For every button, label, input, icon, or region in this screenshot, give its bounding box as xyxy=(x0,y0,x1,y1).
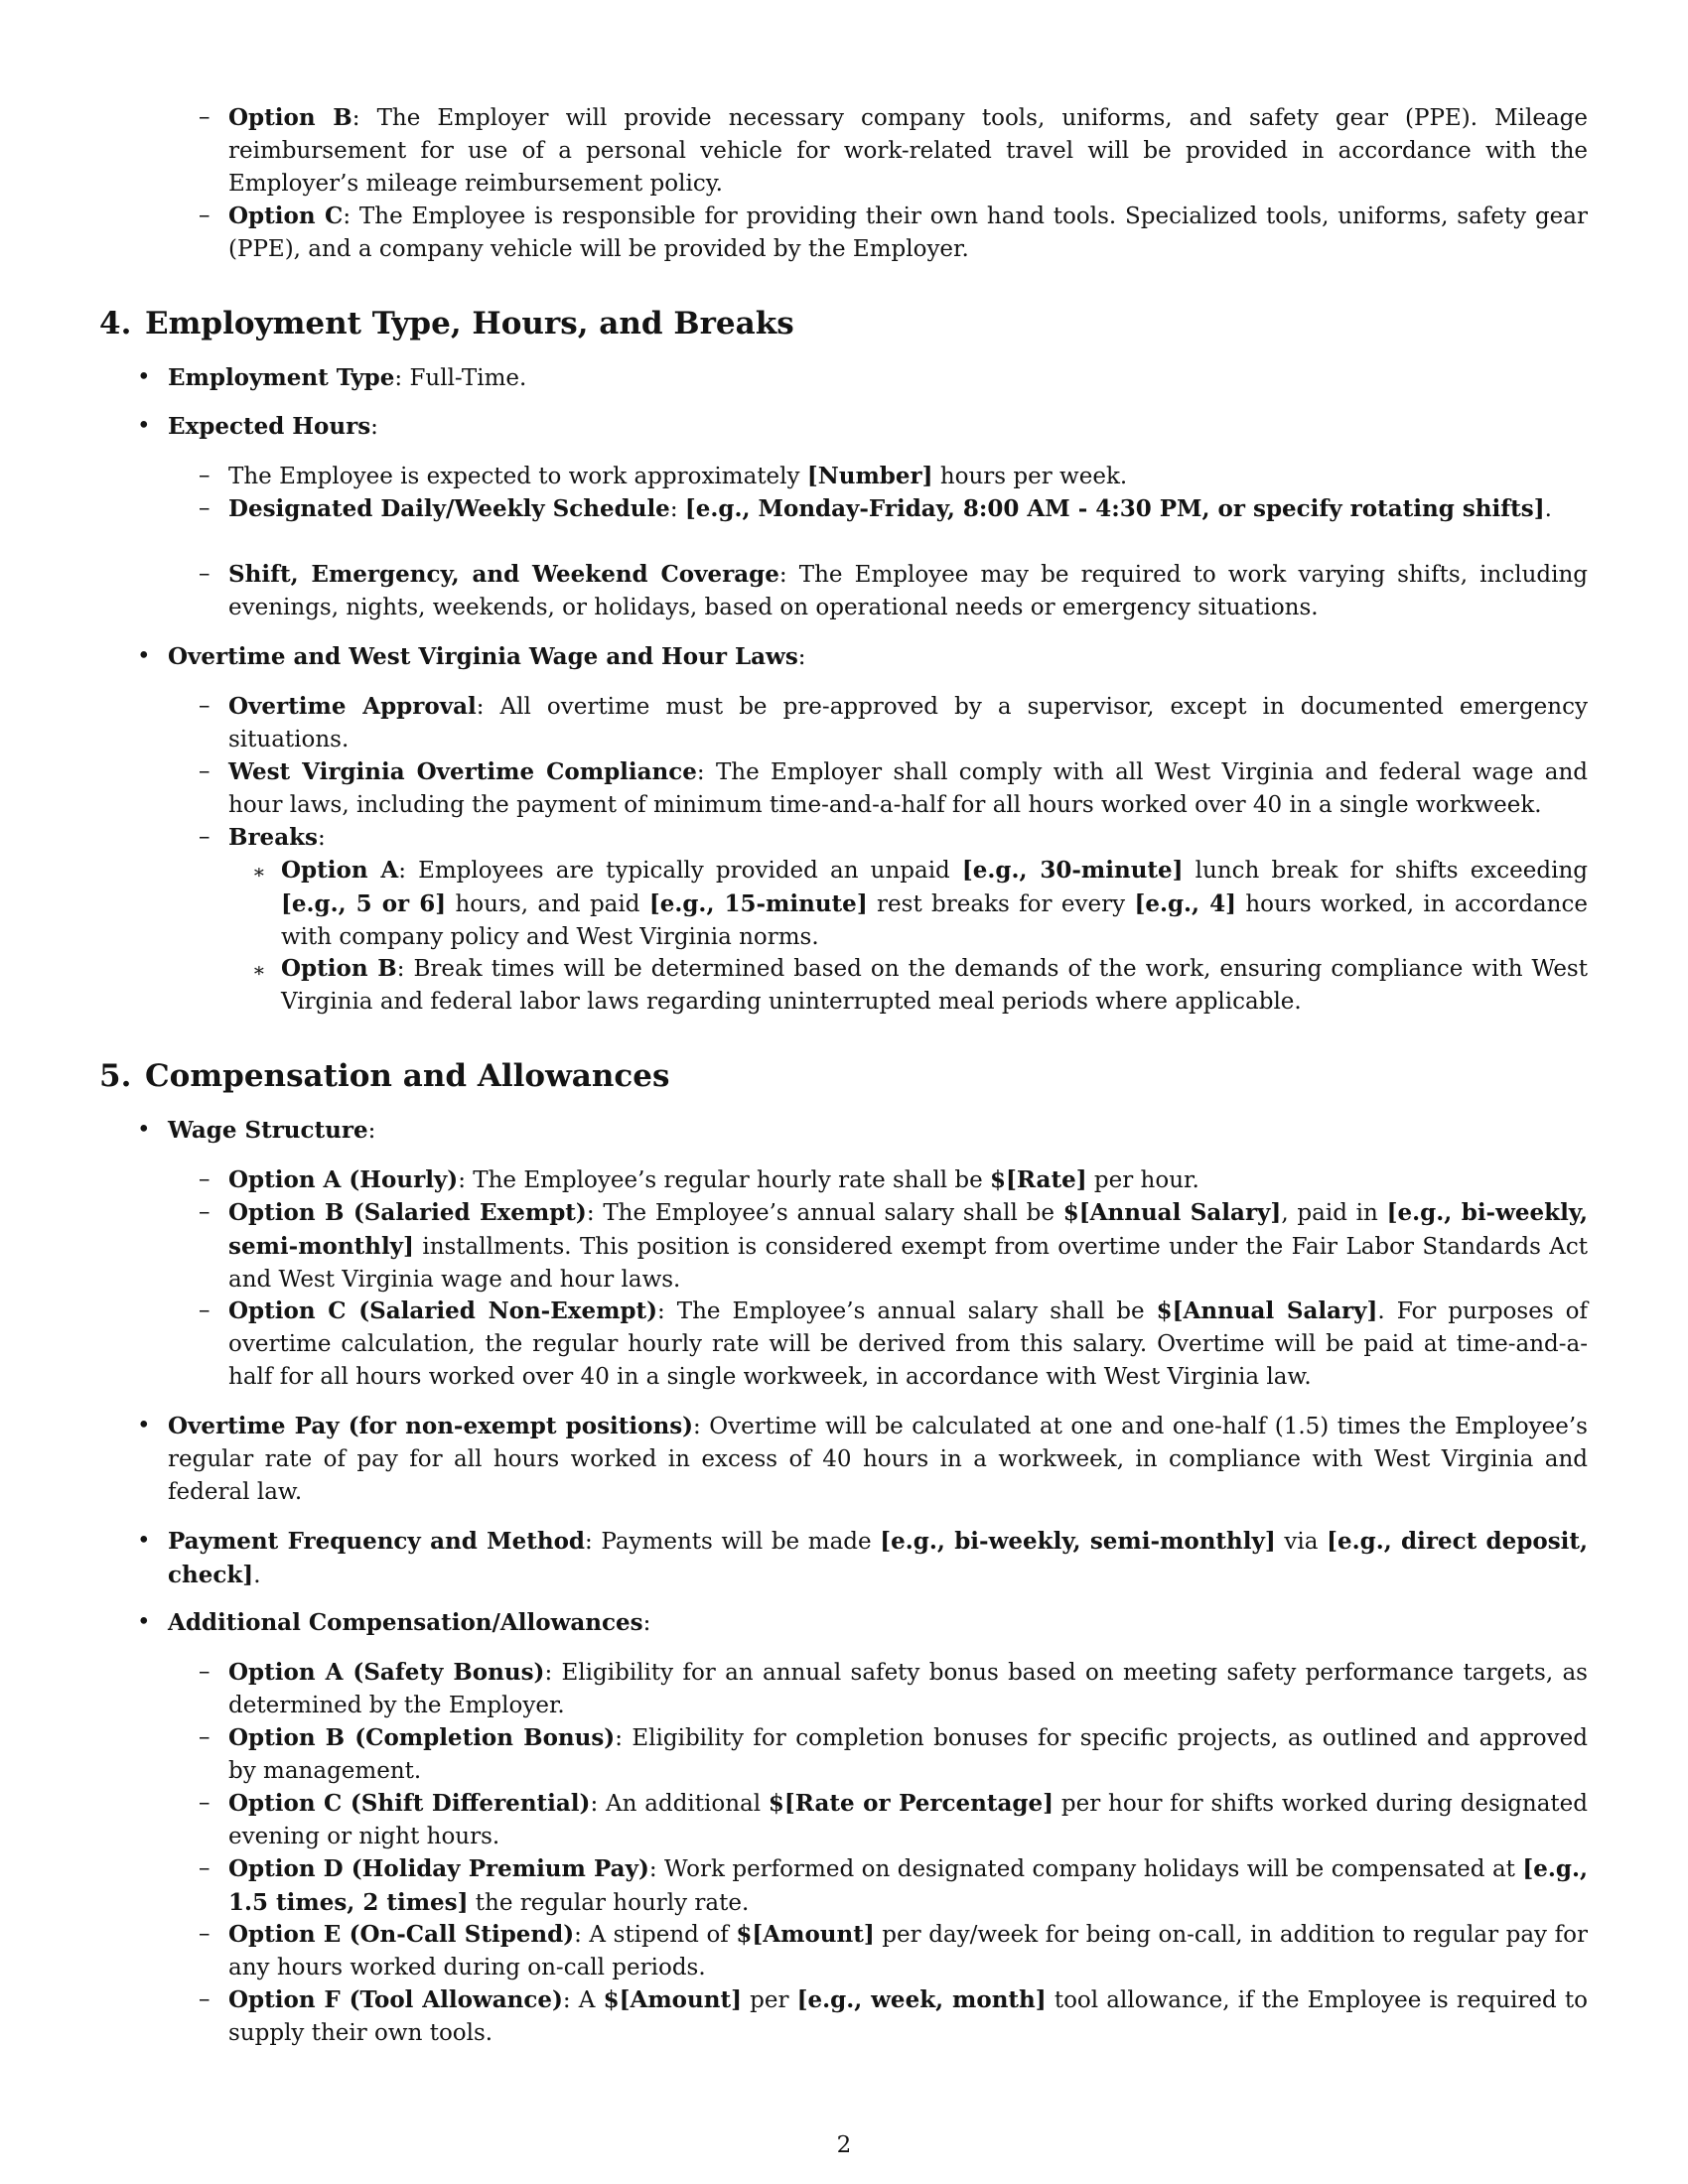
bullet-marker: • xyxy=(137,643,151,669)
dash-marker: – xyxy=(199,1659,211,1685)
expected-hours-heading: Expected Hours: xyxy=(168,413,378,440)
allowance-option-a: Option A (Safety Bonus): Eligibility for an annual safety bonus based on meeting safety performance targets, as determined by the Employer. xyxy=(228,1659,1588,1718)
wage-option-c: Option C (Salaried Non-Exempt): The Employee’s annual salary shall be $[Annual Salary]. For purposes of overtime calculation, the regular hourly rate will be derived from this salary. Overtime will be paid at time-and-a-half for all hours worked over 40 in a single workweek, in accordance with West Virginia law. xyxy=(228,1297,1588,1390)
dash-marker: – xyxy=(199,463,211,488)
page-number: 2 xyxy=(836,2132,852,2158)
bullet-marker: • xyxy=(137,1609,151,1635)
wv-overtime-compliance: West Virginia Overtime Compliance: The Employer shall comply with all West Virginia and federal wage and hour laws, including the payment of minimum time-and-a-half for all hours worked over 40 in a single workweek. xyxy=(228,758,1588,818)
dash-marker: – xyxy=(199,758,211,784)
allowance-option-f: Option F (Tool Allowance): A $[Amount] per [e.g., week, month] tool allowance, if the Employee is required to supply their own tools. xyxy=(228,1986,1588,2046)
dash-marker: – xyxy=(199,561,211,587)
top-option-b: Option B: The Employer will provide necessary company tools, uniforms, and safety gear (PPE). Mileage reimbursement for use of a personal vehicle for work-related travel will be provided in accordance with the Employer’s mileage reimbursement policy. xyxy=(228,104,1588,197)
allowance-option-c: Option C (Shift Differential): An additional $[Rate or Percentage] per hour for shifts worked during designated evening or night hours. xyxy=(228,1790,1589,1849)
dash-marker: – xyxy=(199,1855,211,1881)
payment-frequency: Payment Frequency and Method: Payments will be made [e.g., bi-weekly, semi-monthly] via [e.g., direct deposit, check]. xyxy=(168,1528,1589,1588)
breaks-option-a: Option A: Employees are typically provided an unpaid [e.g., 30-minute] lunch break for shifts exceeding [e.g., 5 or 6] hours, and paid [e.g., 15-minute] rest breaks for every [e.g., 4] hours worked, in accordance with company policy and West Virginia norms. xyxy=(281,857,1588,950)
dash-marker: – xyxy=(199,1199,211,1225)
shift-coverage: Shift, Emergency, and Weekend Coverage: The Employee may be required to work varying shifts, including evenings, nights, weekends, or holidays, based on operational needs or emergency situations. xyxy=(228,561,1588,620)
asterisk-marker: ∗ xyxy=(252,860,266,884)
dash-marker: – xyxy=(199,1986,211,2012)
dash-marker: – xyxy=(199,203,211,228)
overtime-laws-heading: Overtime and West Virginia Wage and Hour Laws: xyxy=(168,643,806,670)
asterisk-marker: ∗ xyxy=(252,958,266,982)
dash-marker: – xyxy=(199,1921,211,1947)
expected-hours-number: The Employee is expected to work approximately [Number] hours per week. xyxy=(228,463,1128,489)
dash-marker: – xyxy=(199,1166,211,1192)
dash-marker: – xyxy=(199,824,211,850)
wage-option-b: Option B (Salaried Exempt): The Employee’s annual salary shall be $[Annual Salary], paid in [e.g., bi-weekly, semi-monthly] installments. This position is considered exempt from overtime under the Fair Labor Standards Act and West Virginia wage and hour laws. xyxy=(228,1199,1589,1293)
designated-schedule: Designated Daily/Weekly Schedule: [e.g., Monday-Friday, 8:00 AM - 4:30 PM, or specify rotating shifts]. xyxy=(228,495,1552,522)
dash-marker: – xyxy=(199,1297,211,1323)
bullet-marker: • xyxy=(137,413,151,439)
dash-marker: – xyxy=(199,1790,211,1816)
breaks-option-b: Option B: Break times will be determined based on the demands of the work, ensuring compliance with West Virginia and federal labor laws regarding uninterrupted meal periods where applicable. xyxy=(281,955,1588,1015)
dash-marker: – xyxy=(199,693,211,719)
bullet-marker: • xyxy=(137,1413,151,1438)
bullet-marker: • xyxy=(137,1528,151,1554)
allowance-option-e: Option E (On-Call Stipend): A stipend of $[Amount] per day/week for being on-call, in addition to regular pay for any hours worked during on-call periods. xyxy=(228,1921,1588,1980)
allowance-option-d: Option D (Holiday Premium Pay): Work performed on designated company holidays will be compensated at [e.g., 1.5 times, 2 times] the regular hourly rate. xyxy=(228,1855,1588,1916)
dash-marker: – xyxy=(199,104,211,130)
breaks-heading: Breaks: xyxy=(228,824,326,851)
top-option-c: Option C: The Employee is responsible for providing their own hand tools. Specialized tools, uniforms, safety gear (PPE), and a company vehicle will be provided by the Employer. xyxy=(228,203,1589,262)
overtime-pay: Overtime Pay (for non-exempt positions): Overtime will be calculated at one and one-half (1.5) times the Employee’s regular rate of pay for all hours worked in excess of 40 hours in a workweek, in compliance with West Virginia and federal law. xyxy=(168,1413,1588,1505)
wage-option-a: Option A (Hourly): The Employee’s regular hourly rate shall be $[Rate] per hour. xyxy=(228,1166,1199,1193)
dash-marker: – xyxy=(199,1724,211,1750)
allowance-option-b: Option B (Completion Bonus): Eligibility for completion bonuses for specific projects, as outlined and approved by management. xyxy=(228,1724,1588,1784)
section-4-heading: 4. Employment Type, Hours, and Breaks xyxy=(99,306,794,341)
additional-compensation-heading: Additional Compensation/Allowances: xyxy=(168,1609,651,1636)
wage-structure-heading: Wage Structure: xyxy=(168,1117,376,1144)
bullet-marker: • xyxy=(137,364,151,390)
overtime-approval: Overtime Approval: All overtime must be pre-approved by a supervisor, except in documented emergency situations. xyxy=(228,693,1588,752)
section-5-heading: 5. Compensation and Allowances xyxy=(99,1058,670,1094)
employment-type: Employment Type: Full-Time. xyxy=(168,364,527,391)
bullet-marker: • xyxy=(137,1117,151,1143)
dash-marker: – xyxy=(199,495,211,521)
